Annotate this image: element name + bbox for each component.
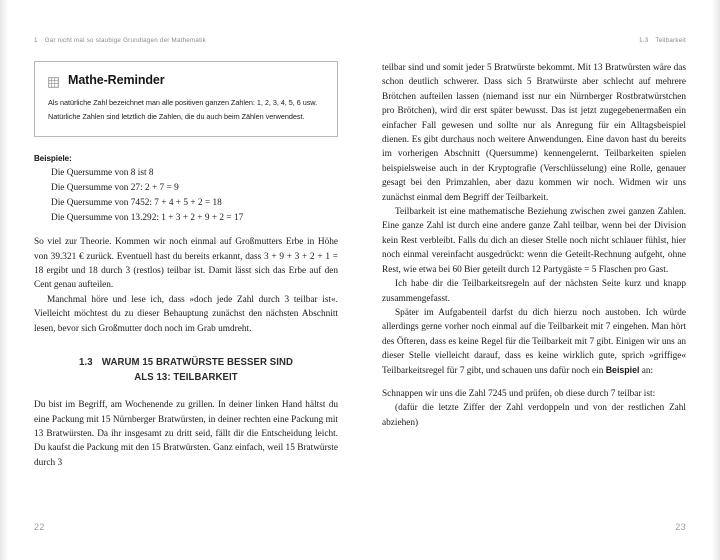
paragraph-definition: Teilbarkeit ist eine mathematische Beziehung zwischen zwei ganzen Zahlen. Eine ganze Zahl ist durch eine andere ganze Zahl teilbar, wenn bei der Division kein Rest verbleibt. Falls du dich an dieser Stelle noch nicht schlauer fühlst, hier noch einmal vereinfacht ausgedrückt: wenn die Geteilt-Rechnung aufgeht, ohne Rest, wie etwa bei 60 Bier geteilt durch 12 Partygäste = 5 Flaschen pro Gast.	[382, 207, 686, 275]
paragraph-example-7245: Schnappen wir uns die Zahl 7245 und prüfen, ob diese durch 7 teilbar ist:	[382, 388, 656, 399]
list-item: Die Quersumme von 8 ist 8	[51, 168, 154, 178]
running-head-right	[382, 0, 686, 44]
paragraph-seven-suffix: an:	[639, 365, 654, 376]
list-item: Die Quersumme von 7452: 7 + 4 + 5 + 2 = 18	[51, 198, 222, 209]
running-head-chapter-title: Gar nicht mal so staubige Grundlagen der Mathematik	[44, 37, 207, 44]
list-item: Die Quersumme von 27: 2 + 7 = 9	[51, 183, 179, 194]
abacus-icon	[48, 75, 59, 86]
reminder-body: Als natürliche Zahl bezeichnet man alle positiven ganzen Zahlen: 1, 2, 3, 4, 5, 6 usw. Natürliche Zahlen sind letztlich die Zahlen, die du auch beim Zählen verwendest.	[48, 98, 318, 121]
paragraph-grill: Du bist im Begriff, am Wochenende zu grillen. In deiner linken Hand hältst du eine Packung mit 15 Nürnberger Bratwürsten, in deiner rechten eine Packung mit 13 Bratwürsten. Da ihr insgesamt zu dritt seid, fällt dir die Entscheidung leicht. Du kaufst die Packung mit den 15 Bratwürsten. Ganz einfach, weil 15 Bratwürste durch 3	[34, 400, 338, 468]
paragraph-example-rule: (dafür die letzte Ziffer der Zahl verdoppeln und von der restlichen Zahl abziehen)	[382, 403, 686, 428]
paragraph-seven-emphasis: Beispiel	[605, 364, 640, 375]
examples-list	[34, 166, 338, 226]
page-number-left: 22	[34, 522, 45, 532]
running-head-section-title: Teilbarkeit	[655, 37, 686, 44]
section-title-line-2: ALS 13: TEILBARKEIT	[134, 371, 238, 383]
paragraph-seven-prefix: Später im Aufgabenteil darfst du dich hierzu noch austoben. Ich würde allerdings gerne vorher noch einmal auf die Teilbarkeit mit 7 eingehen. Man hört des Öfteren, dass es keine Regel für die Teilbarkeit mit 7 gibt. Einigen wir uns an dieser Stelle vielleicht darauf, dass es keine wirklich gute, sprich »griffige« Teilbarkeitsregel für 7 gibt, und schauen uns dafür noch ein	[382, 307, 686, 376]
paragraph-rules-note: Ich habe dir die Teilbarkeitsregeln auf der nächsten Seite kurz und knapp zusammengefasst.	[382, 279, 686, 304]
list-item: Die Quersumme von 13.292: 1 + 3 + 2 + 9 + 2 = 17	[51, 213, 244, 224]
reminder-title: Mathe-Reminder	[68, 73, 165, 87]
running-head-left	[34, 0, 338, 44]
examples-label: Beispiele:	[34, 154, 72, 163]
paragraph-seven	[382, 306, 686, 378]
section-title-line-1: WARUM 15 BRATWÜRSTE BESSER SIND	[101, 357, 293, 369]
reminder-header	[48, 73, 324, 87]
mathe-reminder-box	[34, 61, 338, 137]
running-head-section-number: 1.3	[639, 37, 649, 44]
section-number: 1.3	[79, 357, 93, 369]
paragraph-claim: Manchmal höre und lese ich, dass »doch jede Zahl durch 3 teilbar ist«. Vielleicht möchtest du zu dieser Behauptung zunächst den nächsten Abschnitt lesen, bevor sich Großmutter doch noch im Grab umdreht.	[34, 294, 338, 334]
right-page	[360, 0, 720, 560]
page-number-right: 23	[675, 522, 686, 532]
running-head-chapter-number: 1	[34, 37, 38, 44]
paragraph-divisible: teilbar sind und somit jeder 5 Bratwürste bekommt. Mit 13 Bratwürsten wäre das schon deutlich schwerer. Dass sich 5 Bratwürste aber schlecht auf mehrere Brötchen aufteilen lassen (niemand isst nur ein Nürnberger Rostbratwürstchen pro Brötchen), wird dir erst später bewusst. Das ist jetzt zugegebenermaßen ein einfacher Fall gewesen und sollte nur als Anregung für ein Alltagsbeispiel dienen. Es gibt durchaus noch weitere Anwendungen. Eine davon hast du bereits im vorherigen Abschnitt (Quersumme) kennengelernt. Teilbarkeiten spielen beispielsweise auch in der Kryptografie (Verschlüsselung) eine Rolle, genauer gesagt bei den Primzahlen, aber dazu kommen wir noch. Widmen wir uns zunächst einmal dem Begriff der Teilbarkeit.	[382, 63, 686, 203]
paragraph-theory: So viel zur Theorie. Kommen wir noch einmal auf Großmutters Erbe in Höhe von 39.321 € zurück. Eventuell hast du bereits erkannt, dass 3 + 9 + 3 + 2 + 1 = 18 ergibt und 18 durch 3 (restlos) teilbar ist. Damit lässt sich das Erbe auf den Cent genau aufteilen.	[34, 237, 338, 291]
section-heading	[45, 356, 328, 385]
